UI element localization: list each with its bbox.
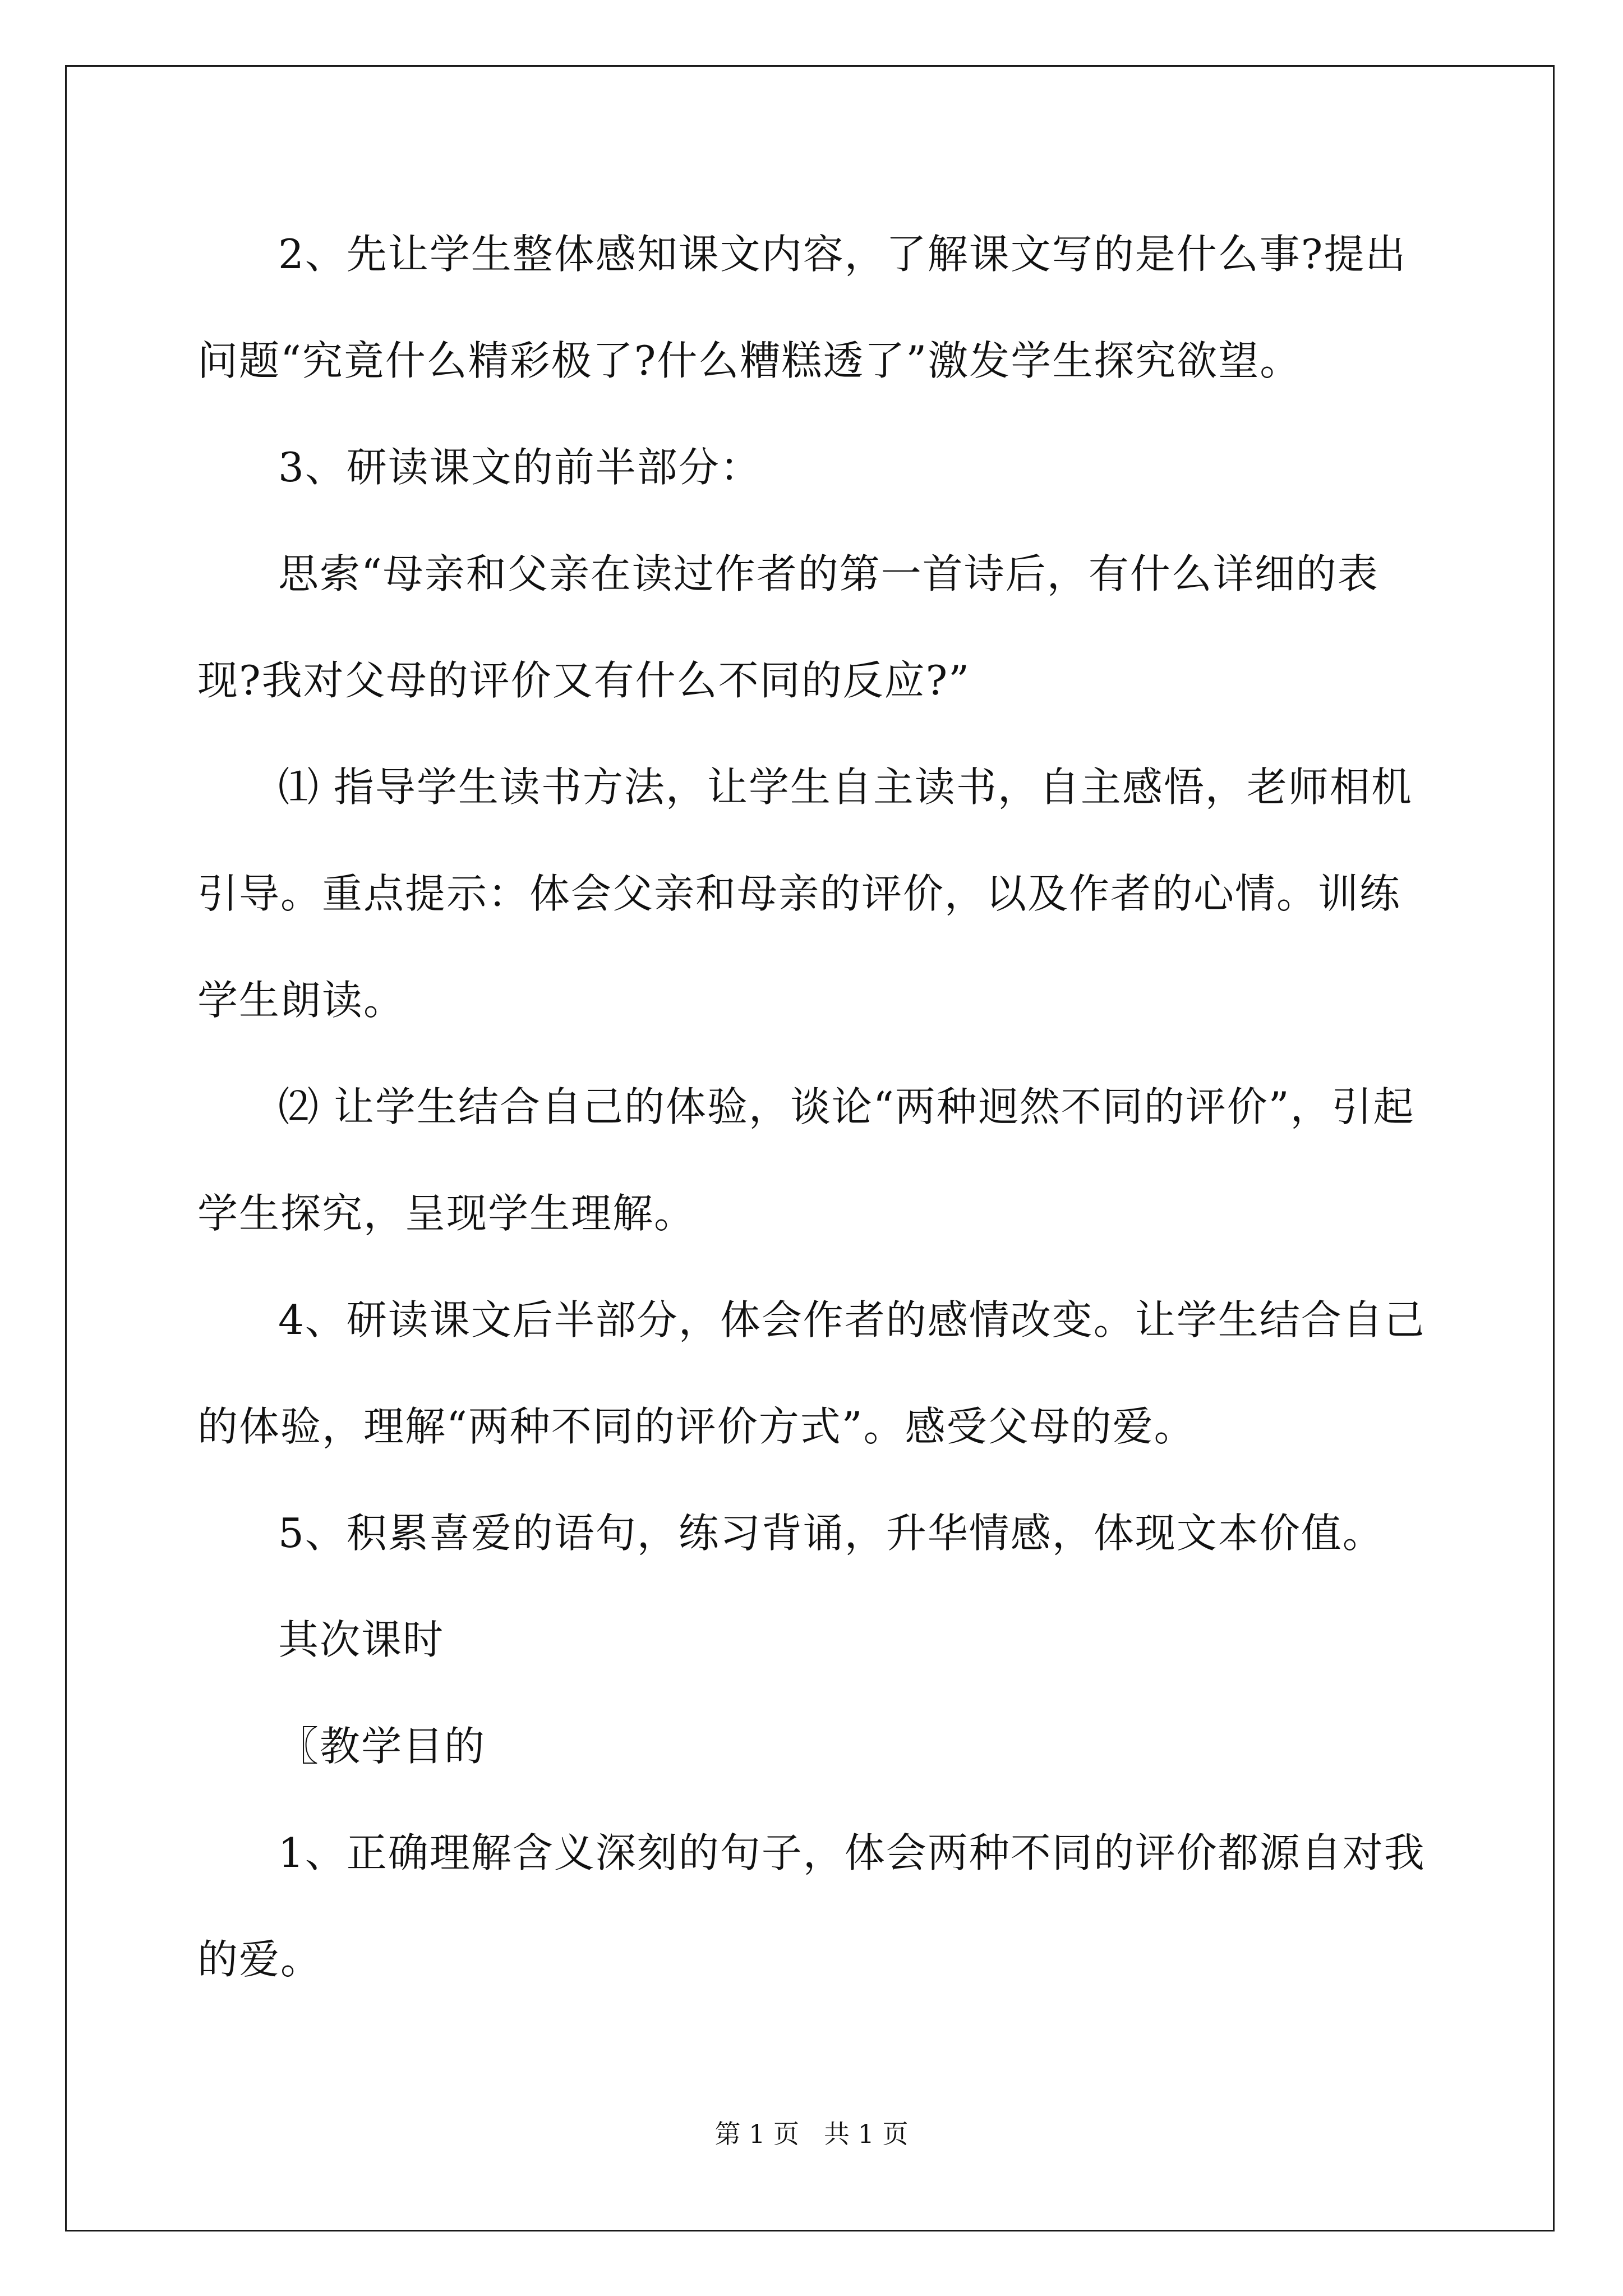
page-total: 共 1 页 (823, 2119, 909, 2149)
page-footer (0, 2117, 1623, 2151)
paragraph-step-3: 3、研读课文的前半部分： (278, 444, 762, 491)
paragraph-goal-1: 1、正确理解含义深刻的句子，体会两种不同的评价都源自对我的爱。 (197, 1829, 1426, 1983)
paragraph-step-4: 4、研读课文后半部分，体会作者的感情改变。让学生结合自己的体验，理解“两种不同的评价方式”。感受父母的爱。 (197, 1296, 1426, 1450)
paragraph-substep-2: ⑵ 让学生结合自己的体验，谈论“两种迥然不同的评价”，引起学生探究，呈现学生理解。 (197, 1083, 1415, 1237)
paragraph-step-2: 2、先让学生整体感知课文内容，了解课文写的是什么事?提出问题“究竟什么精彩极了?什么糟糕透了”激发学生探究欲望。 (197, 231, 1407, 384)
section-heading-second-lesson: 其次课时 (278, 1616, 445, 1663)
page-number: 第 1 页 (714, 2119, 800, 2149)
paragraph-think-question: 思索“母亲和父亲在读过作者的第一首诗后，有什么详细的表现?我对父母的评价又有什么不同的反应?” (197, 550, 1379, 704)
document-body (197, 201, 1426, 2013)
paragraph-substep-1: ⑴ 指导学生读书方法，让学生自主读书，自主感悟，老师相机引导。重点提示：体会父亲和母亲的评价，以及作者的心情。训练学生朗读。 (197, 763, 1413, 1024)
section-heading-teaching-goal: 〖教学目的 (278, 1723, 486, 1770)
paragraph-step-5: 5、积累喜爱的语句，练习背诵，升华情感，体现文本价值。 (278, 1510, 1384, 1557)
